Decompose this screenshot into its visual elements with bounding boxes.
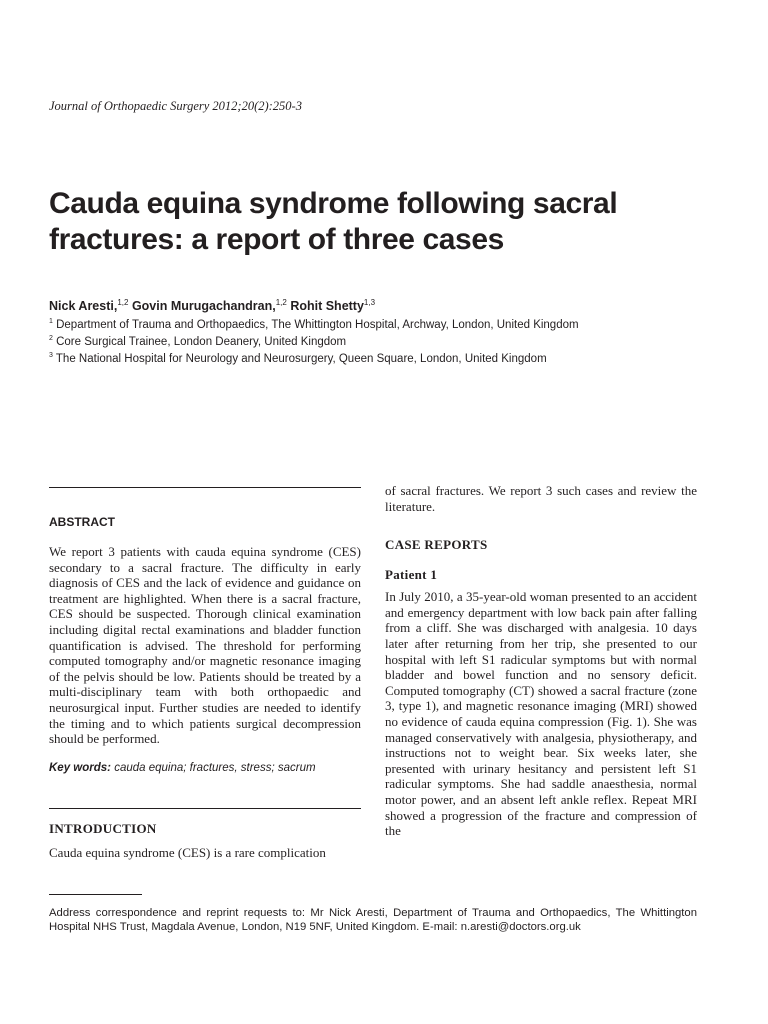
patient1-heading: Patient 1 (385, 567, 438, 583)
introduction-text: Cauda equina syndrome (CES) is a rare complication (49, 845, 326, 860)
introduction-section (49, 821, 361, 861)
right-column (385, 483, 697, 839)
author-name: Govin Murugachandran, (131, 299, 276, 314)
continuation-text: of sacral fractures. We report 3 such cases and review the literature. (385, 483, 697, 514)
affiliation-number: 1 (49, 318, 53, 325)
affiliation (49, 349, 579, 366)
affiliation (49, 315, 579, 332)
keywords-label: Key words: (49, 761, 111, 774)
author-name: Rohit Shetty (290, 299, 364, 314)
abstract-top-rule (49, 487, 361, 488)
case-reports-heading: CASE REPORTS (385, 537, 488, 553)
author-name: Nick Aresti, (49, 299, 118, 314)
patient1-text: In July 2010, a 35-year-old woman presented to an accident and emergency department with low back pain after falling from a cliff. She was discharged with analgesia. 10 days later after returning from her trip, she presented to our hospital with left S1 radicular symptoms but with normal bladder and bowel function and no sensory deficit. Computed tomography (CT) showed a sacral fracture (zone 3, type 1), and magnetic resonance imaging (MRI) showed no evidence of cauda equina compression (Fig. 1). She was managed conservatively with analgesia, physiotherapy, and instructions not to weight bear. Six weeks later, she presented with urinary hesitancy and persistent left S1 radicular symptoms. She had saddle anaesthesia, normal motor power, and an absent left ankle reflex. Repeat MRI showed a progression of the fracture and compression of the (385, 589, 697, 839)
keywords-text: cauda equina; fractures, stress; sacrum (114, 761, 316, 774)
affiliation-text: Department of Trauma and Orthopaedics, The Whittington Hospital, Archway, London, United Kingdom (56, 318, 579, 331)
intro-top-rule (49, 808, 361, 809)
abstract-text: We report 3 patients with cauda equina syndrome (CES) secondary to a sacral fracture. The difficulty in early diagnosis of CES and the lack of evidence and guidance on treatment are highlighted. When there is a sacral fracture, CES should be suspected. Thorough clinical examination including digital rectal examinations and bladder function quantification is advised. The threshold for performing computed tomography and/or magnetic resonance imaging of the pelvis should be low. Patients should be treated by a multi-disciplinary team with both orthopaedic and neurosurgical input. Further studies are needed to identify the timing and to which patients surgical decompression should be performed. (49, 544, 361, 747)
footnote-rule (49, 894, 142, 895)
affiliation-number: 2 (49, 334, 53, 342)
author-affil-marker: 1,2 (117, 298, 129, 307)
author-affil-marker: 1,3 (363, 298, 376, 307)
affiliation-list (49, 315, 579, 365)
author-list (49, 298, 375, 313)
abstract-heading: ABSTRACT (49, 515, 115, 529)
article-title: Cauda equina syndrome following sacral fractures: a report of three cases (49, 187, 618, 256)
correspondence-footnote: Address correspondence and reprint requests to: Mr Nick Aresti, Department of Trauma and Orthopaedics, The Whittington Hospital NHS Trust, Magdala Avenue, London, N19 5NF, United Kingdom. E-mail: n.aresti@doctors.org.uk (49, 907, 697, 933)
affiliation-text: Core Surgical Trainee, London Deanery, United Kingdom (56, 335, 347, 348)
keywords (49, 762, 361, 774)
journal-citation: Journal of Orthopaedic Surgery 2012;20(2):250-3 (49, 99, 302, 113)
author-affil-marker: 1,2 (275, 298, 287, 307)
left-column (49, 515, 361, 774)
affiliation (49, 332, 579, 349)
introduction-heading: INTRODUCTION (49, 821, 157, 836)
affiliation-number: 3 (49, 351, 53, 359)
affiliation-text: The National Hospital for Neurology and Neurosurgery, Queen Square, London, United Kingdom (55, 352, 547, 365)
